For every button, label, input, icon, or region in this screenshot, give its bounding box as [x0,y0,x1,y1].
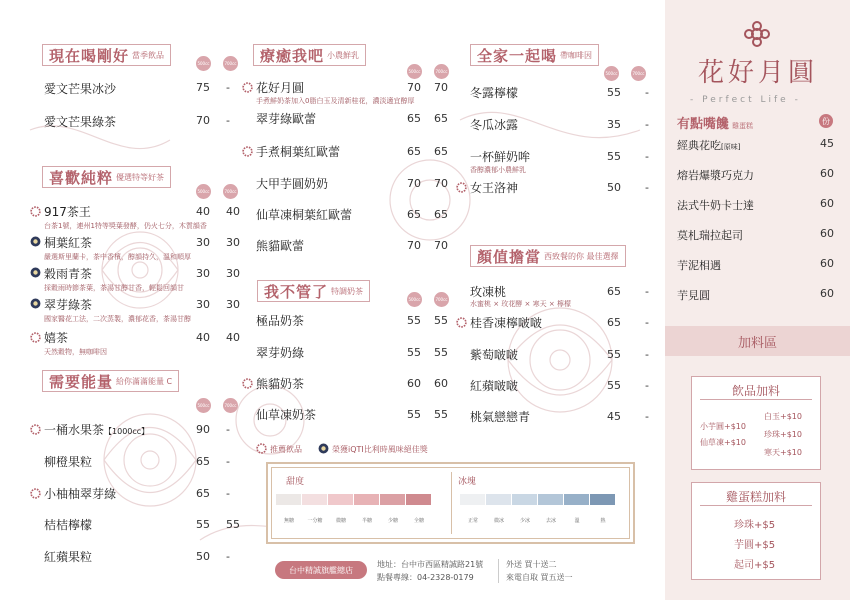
price-large: - [645,118,649,131]
menu-item: 仙草凍桐葉紅歐蕾 [256,208,353,222]
price-medium: 70 [407,81,421,94]
ice-level-swatch [538,494,563,505]
price-medium: 55 [607,150,621,163]
menu-item: 愛文芒果冰沙 [44,82,117,96]
drink-topping-box [691,376,821,470]
menu-item: 桂香凍檸啵啵 [470,316,543,330]
size-medium-badge: 500cc [196,398,211,413]
price-large: 70 [434,177,448,190]
store-address: 地址：台中市西區精誠路21號 [377,560,484,569]
brand-tagline: - Perfect Life - [690,95,801,105]
price-large: - [226,423,230,436]
price-medium: 65 [407,145,421,158]
menu-item: 仙草凍奶茶 [256,408,317,422]
size-large-badge: 700cc [434,64,449,79]
sweet-level-label: 微糖 [335,518,346,524]
price-large: - [226,114,230,127]
item-description: 香醇濃郁小農鮮乳 [470,166,526,174]
snack-item: 法式牛奶卡士達 [677,199,754,212]
price-large: 65 [434,208,448,221]
recommend-icon [30,424,41,435]
menu-item: 翠芽奶綠 [256,346,305,360]
menu-item: 穀雨青茶 [44,267,93,281]
price-large: - [645,181,649,194]
award-icon [30,267,41,278]
price-large: - [645,379,649,392]
price-large: - [645,86,649,99]
price-large: 65 [434,145,448,158]
snack-section-title: 有點嘴饞 雞蛋糕 [677,117,754,132]
price-large: 55 [434,346,448,359]
size-large-badge: 700cc [434,292,449,307]
price-medium: 55 [607,348,621,361]
price-large: 30 [226,298,240,311]
price-medium: 30 [196,236,210,249]
size-medium-badge: 500cc [604,66,619,81]
sweet-level-swatch [406,494,431,505]
menu-item: 熊貓歐蕾 [256,239,305,253]
item-description: 嚴選斯里蘭卡，茶中香檳，醇韻持久，溫和順厚 [44,253,191,261]
ice-level-swatch [590,494,615,505]
menu-item: 冬瓜冰露 [470,118,519,132]
price-medium: 75 [196,81,210,94]
size-large-badge: 700cc [631,66,646,81]
price-large: 30 [226,236,240,249]
sweet-level-swatch [302,494,327,505]
price-medium: 60 [407,377,421,390]
sweet-level-label: 全糖 [413,518,424,524]
ice-level-swatch [564,494,589,505]
snack-price: 60 [820,257,834,270]
price-large: - [645,285,649,298]
snack-price: 60 [820,197,834,210]
menu-item: 小柚柚翠芽綠 [44,487,117,501]
price-large: 40 [226,205,240,218]
price-medium: 90 [196,423,210,436]
price-medium: 35 [607,118,621,131]
price-medium: 70 [196,114,210,127]
recommend-icon [256,443,267,454]
ice-level-label: 熱 [600,518,606,524]
section-title-seasonal: 現在喝剛好 當季飲品 [42,44,171,66]
price-large: 55 [434,314,448,327]
sweetness-ice-scale [266,462,635,544]
item-description: 水蜜桃 × 玫花酵 × 寒天 × 檸檬 [470,300,571,308]
section-title-pure-tea: 喜歡純粹 優選特等好茶 [42,166,171,188]
cake-topping-box [691,482,821,580]
brand-logo: 花好月圓 [698,58,819,88]
price-medium: 70 [407,177,421,190]
snack-item: 經典花吃[原味] [677,139,741,152]
price-large: - [226,487,230,500]
sweetness-title: 甜度 [286,477,305,487]
snack-price: 60 [820,167,834,180]
sweet-level-swatch [276,494,301,505]
menu-item: 桐葉紅茶 [44,236,93,250]
menu-item: 女王洛神 [470,181,519,195]
recommend-icon [242,82,253,93]
menu-item: 翠芽綠歐蕾 [256,112,317,126]
size-large-badge: 700cc [223,184,238,199]
menu-item: 愛文芒果綠茶 [44,115,117,129]
ice-level-label: 溫 [574,518,580,524]
price-medium: 55 [607,86,621,99]
price-large: 60 [434,377,448,390]
award-icon [30,298,41,309]
section-title-fresh-milk: 療癒我吧 小農鮮乳 [253,44,366,66]
store-name-badge: 台中精誠旗艦總店 [275,561,367,579]
price-large: 70 [434,81,448,94]
topping-item: 芋圓+$5 [734,540,776,551]
sweet-level-label: 半糖 [361,518,372,524]
size-medium-badge: 500cc [196,56,211,71]
order-phone: 點餐專線：04-2328-0179 [377,573,474,582]
menu-item: 紅蘋果粒 [44,550,93,564]
recommend-icon [242,378,253,389]
topping-section-band: 加料區 [665,326,850,356]
price-medium: 55 [407,346,421,359]
sweet-level-label: 一分糖 [307,518,323,524]
section-title-family: 全家一起喝 帶咖啡因 [470,44,599,66]
legend-recommend: 推薦飲品 [270,445,302,454]
award-icon [30,236,41,247]
ice-level-swatch [460,494,485,505]
section-title-beauty: 顏值擔當 西致餐的你 最佳選擇 [470,245,626,267]
item-description: 台茶1號，連州1特等獎葉發酵，仍火七分，木質韻香 [44,222,207,230]
menu-item: 紫萄啵啵 [470,348,519,362]
price-large: 30 [226,267,240,280]
price-large: 55 [434,408,448,421]
menu-item: 桃氣戀戀青 [470,410,531,424]
recommend-icon [456,182,467,193]
price-medium: 40 [196,331,210,344]
menu-item: 花好月圓 [256,81,305,95]
price-medium: 45 [607,410,621,423]
snack-price: 60 [820,287,834,300]
cake-topping-title: 雞蛋糕加料 [725,490,786,504]
recommend-icon [242,146,253,157]
price-medium: 40 [196,205,210,218]
price-large: 55 [226,518,240,531]
section-title-milk-tea: 我不管了 特調奶茶 [257,280,370,302]
price-medium: 50 [196,550,210,563]
sweet-level-label: 無糖 [283,518,294,524]
recommend-icon [30,206,41,217]
price-large: 70 [434,239,448,252]
menu-item: 熊貓奶茶 [256,377,305,391]
price-large: - [226,81,230,94]
menu-item: 一杯鮮奶哞 [470,150,531,164]
ice-level-label: 少冰 [519,518,530,524]
sweet-level-swatch [328,494,353,505]
ice-title: 冰塊 [458,477,477,487]
menu-item: 柳橙果粒 [44,455,93,469]
price-medium: 30 [196,267,210,280]
menu-item: 手煮桐葉紅歐蕾 [256,145,341,159]
flower-logo-icon [743,20,771,48]
section-title-energy: 需要能量 給你滿滿能量 C [42,370,179,392]
snack-price: 60 [820,227,834,240]
topping-item: 珍珠+$10 [764,430,802,439]
ice-level-swatch [512,494,537,505]
legend-award: 榮獲iQTI比利時風味絕佳獎 [332,445,428,454]
size-medium-badge: 500cc [407,292,422,307]
price-medium: 55 [607,379,621,392]
topping-item: 珍珠+$5 [734,520,776,531]
ice-level-label: 微冰 [493,518,504,524]
item-description: 採穀雨時節茶葉，茶湯甘醇甘香，輕鬆回韻甘 [44,284,184,292]
price-large: 65 [434,112,448,125]
recommend-icon [30,488,41,499]
menu-item: 917茶王 [44,205,91,219]
menu-item: 玫凍桃 [470,285,507,299]
price-medium: 50 [607,181,621,194]
per-portion-badge: 份 [819,114,833,128]
price-medium: 30 [196,298,210,311]
pickup-offer: 來電自取 買五送一 [506,573,573,582]
price-large: - [645,316,649,329]
menu-item: 一桶水果茶【1000cc】 [44,423,150,437]
item-description: 國家醫花工法，二次蒸製，濃郁花香，茶湯甘醇 [44,315,191,323]
topping-item: 小芋圓+$10 [700,422,746,431]
sweet-level-label: 少糖 [387,518,398,524]
snack-item: 芋見圓 [677,289,710,302]
menu-item: 桔桔檸檬 [44,518,93,532]
price-medium: 65 [607,316,621,329]
price-large: - [226,455,230,468]
sweet-level-swatch [380,494,405,505]
award-icon [318,443,329,454]
topping-item: 仙草凍+$10 [700,438,746,447]
topping-item: 寒天+$10 [764,448,802,457]
topping-item: 白玉+$10 [764,412,802,421]
price-large: - [645,348,649,361]
price-medium: 70 [407,239,421,252]
price-medium: 55 [407,408,421,421]
menu-item: 紅蘋啵啵 [470,379,519,393]
menu-item: 嬉茶 [44,331,69,345]
recommend-icon [456,317,467,328]
price-medium: 65 [196,455,210,468]
size-large-badge: 700cc [223,398,238,413]
snack-item: 熔岩爆漿巧克力 [677,169,754,182]
ice-level-label: 去冰 [545,518,556,524]
menu-item: 大甲芋圓奶奶 [256,177,329,191]
menu-item: 翠芽綠茶 [44,298,93,312]
price-medium: 65 [196,487,210,500]
price-medium: 65 [607,285,621,298]
price-large: - [645,150,649,163]
ice-level-swatch [486,494,511,505]
snack-item: 莫札瑞拉起司 [677,229,743,242]
price-large: - [226,550,230,563]
right-panel [665,0,850,600]
ice-level-label: 正常 [467,518,478,524]
item-description: 天然穀物，無咖啡因 [44,348,107,356]
price-large: 40 [226,331,240,344]
topping-item: 起司+$5 [734,560,776,571]
price-medium: 55 [407,314,421,327]
size-medium-badge: 500cc [407,64,422,79]
menu-item: 極品奶茶 [256,314,305,328]
price-medium: 65 [407,112,421,125]
snack-item: 芋泥相遇 [677,259,721,272]
price-large: - [645,410,649,423]
size-large-badge: 700cc [223,56,238,71]
recommend-icon [30,332,41,343]
size-medium-badge: 500cc [196,184,211,199]
price-medium: 55 [196,518,210,531]
sweet-level-swatch [354,494,379,505]
snack-price: 45 [820,137,834,150]
price-medium: 65 [407,208,421,221]
delivery-offer: 外送 買十送二 [506,560,557,569]
menu-item: 冬露檸檬 [470,86,519,100]
drink-topping-title: 飲品加料 [731,384,780,398]
item-description: 手煮鮮奶茶加入0脂白玉及清新桂花，濃淡適宜醇厚 [256,97,415,105]
